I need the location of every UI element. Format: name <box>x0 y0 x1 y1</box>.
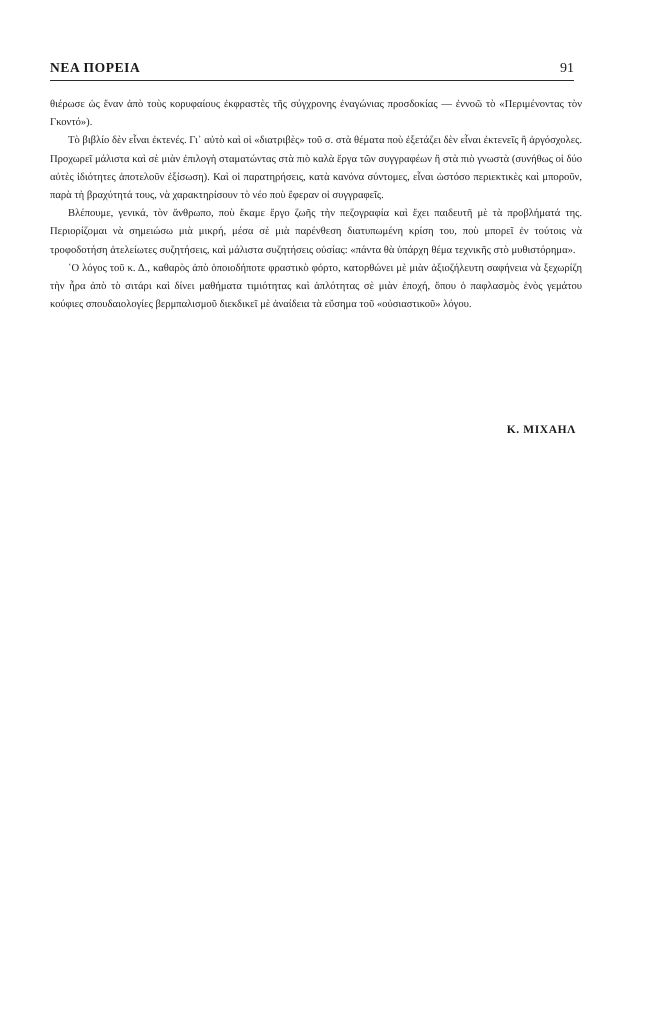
paragraph-4: ῾Ο λόγος τοῦ κ. Δ., καθαρὸς ἀπὸ ὁποιοδήποτε φραστικὸ φόρτο, κατορθώνει μὲ μιὰν ἀξιοζήλευτη σαφήνεια νὰ ξεχωρίζη τὴν ἦρα ἀπὸ τὸ σιτάρι καὶ δίνει μαθήματα τιμιότητας καὶ ἁπλότητας σὲ μιὰν ἐποχή, ὅπου ὁ παφλασμὸς ἑνὸς γεμάτου κούφιες σπουδαιολογίες βερμπαλισμοῦ διεκδικεῖ μὲ ἀναίδεια τὰ εὔσημα τοῦ «οὐσιαστικοῦ» λόγου. <box>50 262 582 311</box>
paragraph-3: Βλέπουμε, γενικά, τὸν ἄνθρωπο, ποὺ ἔκαμε ἔργο ζωῆς τὴν πεζογραφία καὶ ἔχει παιδευτῆ μὲ τὰ προβλήματά της. Περιορίζομαι νὰ σημειώσω μιὰ μικρή, μέσα σὲ μιὰ παρένθεση διατυπωμένη κρίση του, ποὺ μπορεῖ ἐν τούτοις νὰ τροφοδοτήση ἀτελείωτες συζητήσεις, καὶ μάλιστα συζητήσεις οὐσίας: «πάντα θὰ ὑπάρχη θέμα τεχνικῆς στὸ μυθιστόρημα». <box>50 208 582 256</box>
header-rule <box>50 80 574 81</box>
page-number: 91 <box>560 61 574 76</box>
article-body <box>50 96 582 314</box>
paragraph-1: θιέρωσε ὡς ἕναν ἀπὸ τοὺς κορυφαίους ἐκφραστὲς τῆς σύγχρονης ἐναγώνιας προσδοκίας — ἐννοῶ τὸ «Περιμένοντας τὸν Γκοντό»). <box>50 99 582 129</box>
journal-title: ΝΕΑ ΠΟΡΕΙΑ <box>50 60 141 75</box>
running-header <box>50 60 574 78</box>
paragraph-2: Τὸ βιβλίο δὲν εἶναι ἐκτενές. Γι᾿ αὐτὸ καὶ οἱ «διατριβὲς» τοῦ σ. στὰ θέματα ποὺ ἐξετάζει δὲν εἶναι ἐκτενεῖς ἢ ἀργόσχολες. Προχωρεῖ μάλιστα καὶ σὲ μιὰν ἐπιλογὴ σταματώντας στὰ πιὸ καλὰ ἔργα τῶν συγγραφέων ἢ στὰ πιὸ γνωστὰ (συνήθως οἱ δύο αὐτὲς ἰδιότητες ἀποτελοῦν ἐξίσωση). Καὶ οἱ παρατηρήσεις, κατὰ κανόνα σύντομες, εἶναι ὡστόσο περιεκτικὲς καὶ μποροῦν, παρὰ τὴ βραχύτητά τους, νὰ χαρακτηρίσουν τὸ νέο ποὺ ἔφεραν οἱ συγγραφεῖς. <box>50 135 582 202</box>
author-signature: Κ. ΜΙΧΑΗΛ <box>506 424 576 436</box>
